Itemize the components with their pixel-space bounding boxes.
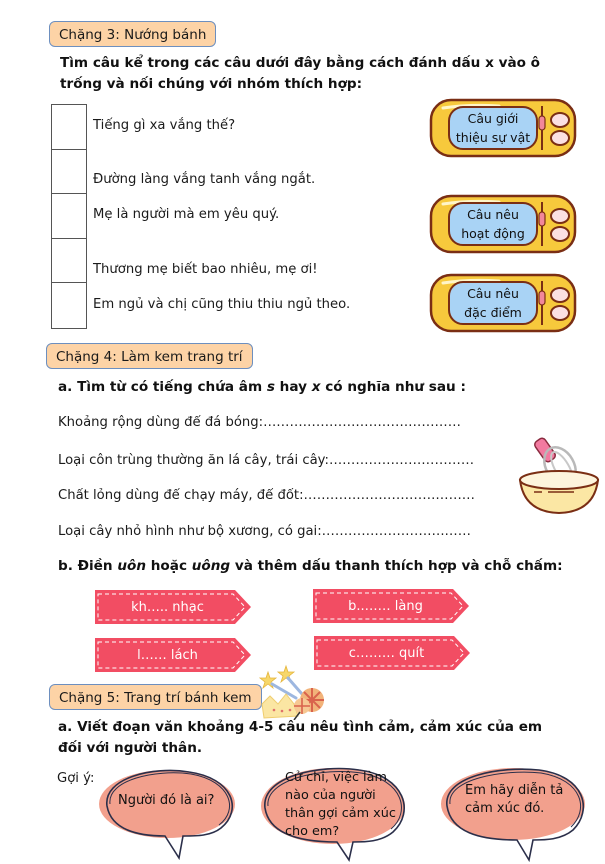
group-label-1 (451, 107, 535, 149)
part-a-x: x (311, 379, 321, 395)
sentence-1: Tiếng gì xa vắng thế? (93, 118, 236, 133)
part-a-prefix: a. Tìm từ có tiếng chứa âm (58, 379, 267, 395)
sentence-4: Thương mẹ biết bao nhiêu, mẹ ơi! (93, 262, 318, 277)
clue-4[interactable]: Loại cây nhỏ hình như bộ xương, có gai:……………………….…… (58, 524, 471, 539)
sentence-2: Đường làng vắng tanh vắng ngắt. (93, 172, 316, 187)
sentence-checkbox-3[interactable] (52, 194, 86, 239)
sentence-checkbox-1[interactable] (52, 105, 86, 150)
clue-3[interactable]: Chất lỏng dùng để chạy máy, để đốt:………………………………… (58, 488, 475, 503)
word-tag-1-label: kh….. nhạc (131, 599, 204, 615)
group-1-line1: Câu giới (467, 111, 519, 126)
part-a-suffix: có nghĩa như sau : (320, 379, 466, 395)
part-a-s: s (266, 379, 275, 395)
clue-2[interactable]: Loại côn trùng thường ăn lá cây, trái cây:…………………………… (58, 453, 475, 468)
speech-bubble-icon (93, 762, 253, 864)
mixing-bowl-icon (514, 434, 604, 514)
hint-bubble-1-text (118, 792, 214, 810)
clue-1[interactable]: Khoảng rộng dùng để đá bóng:……………………………………… (58, 415, 461, 430)
bubble-2-line3: thân gợi cảm xúc (285, 806, 396, 821)
part-b-uon: uôn (117, 558, 147, 574)
sentence-checkbox-5[interactable] (52, 283, 86, 328)
hint-bubble-3-text (465, 782, 563, 818)
bubble-3-line2: cảm xúc đó. (465, 801, 545, 816)
hint-label: Gợi ý: (57, 771, 95, 786)
sentence-checkbox-2[interactable] (52, 150, 86, 195)
part-b-suffix: và thêm dấu thanh thích hợp và chỗ chấm: (230, 558, 563, 574)
part-a-middle: hay (274, 379, 312, 395)
group-label-2 (451, 203, 535, 245)
word-tag-3-label: l…… lách (137, 647, 198, 663)
group-2-line2: hoạt động (461, 226, 525, 241)
bubble-1-line1: Người đó là ai? (118, 793, 215, 808)
group-3-line2: đặc điểm (464, 305, 522, 320)
stage3-title: Chặng 3: Nướng bánh (49, 21, 216, 47)
group-2-line1: Câu nêu (467, 207, 519, 222)
group-label-3 (451, 282, 535, 324)
sentence-3: Mẹ là người mà em yêu quý. (93, 207, 280, 222)
bubble-2-line1: Cử chỉ, việc làm (285, 770, 387, 785)
word-tag-2[interactable] (313, 589, 471, 623)
stage3-instruction: Tìm câu kể trong các câu dưới đây bằng cách đánh dấu x vào ô trống và nối chúng với nhóm thích hợp: (60, 55, 541, 92)
hint-bubble-2 (255, 762, 425, 864)
part-b-uong: uông (191, 558, 231, 574)
stage4-title: Chặng 4: Làm kem trang trí (46, 343, 253, 369)
hint-bubble-1 (93, 762, 253, 864)
part-b-prefix: b. Điền (58, 558, 118, 574)
word-tag-1[interactable] (95, 590, 253, 624)
bubble-3-line1: Em hãy diễn tả (465, 783, 564, 798)
stage4-part-b (58, 556, 563, 577)
group-oven-2[interactable] (429, 194, 577, 254)
word-tag-3[interactable] (95, 638, 253, 672)
checkbox-column (51, 104, 87, 329)
group-oven-3[interactable] (429, 273, 577, 333)
word-tag-2-label: b..…… làng (348, 598, 423, 614)
group-oven-1[interactable] (429, 98, 577, 158)
hint-bubble-3 (433, 762, 601, 864)
stage4-part-a (58, 377, 466, 398)
hint-bubble-2-text (285, 769, 396, 841)
group-3-line1: Câu nêu (467, 286, 519, 301)
bubble-2-line4: cho em? (285, 824, 340, 839)
sentence-checkbox-4[interactable] (52, 239, 86, 284)
part-b-middle: hoặc (146, 558, 192, 574)
stage5-title: Chặng 5: Trang trí bánh kem (49, 684, 262, 710)
word-tag-4[interactable] (314, 636, 472, 670)
bubble-2-line2: nào của người (285, 788, 376, 803)
stage5-instruction: a. Viết đoạn văn khoảng 4-5 câu nêu tình cảm, cảm xúc của em đối với người thân. (58, 719, 543, 756)
word-tag-4-label: c……… quít (348, 645, 425, 661)
sentence-5: Em ngủ và chị cũng thiu thiu ngủ theo. (93, 297, 351, 312)
group-1-line2: thiệu sự vật (455, 130, 531, 145)
crown-candy-icon (256, 664, 328, 720)
